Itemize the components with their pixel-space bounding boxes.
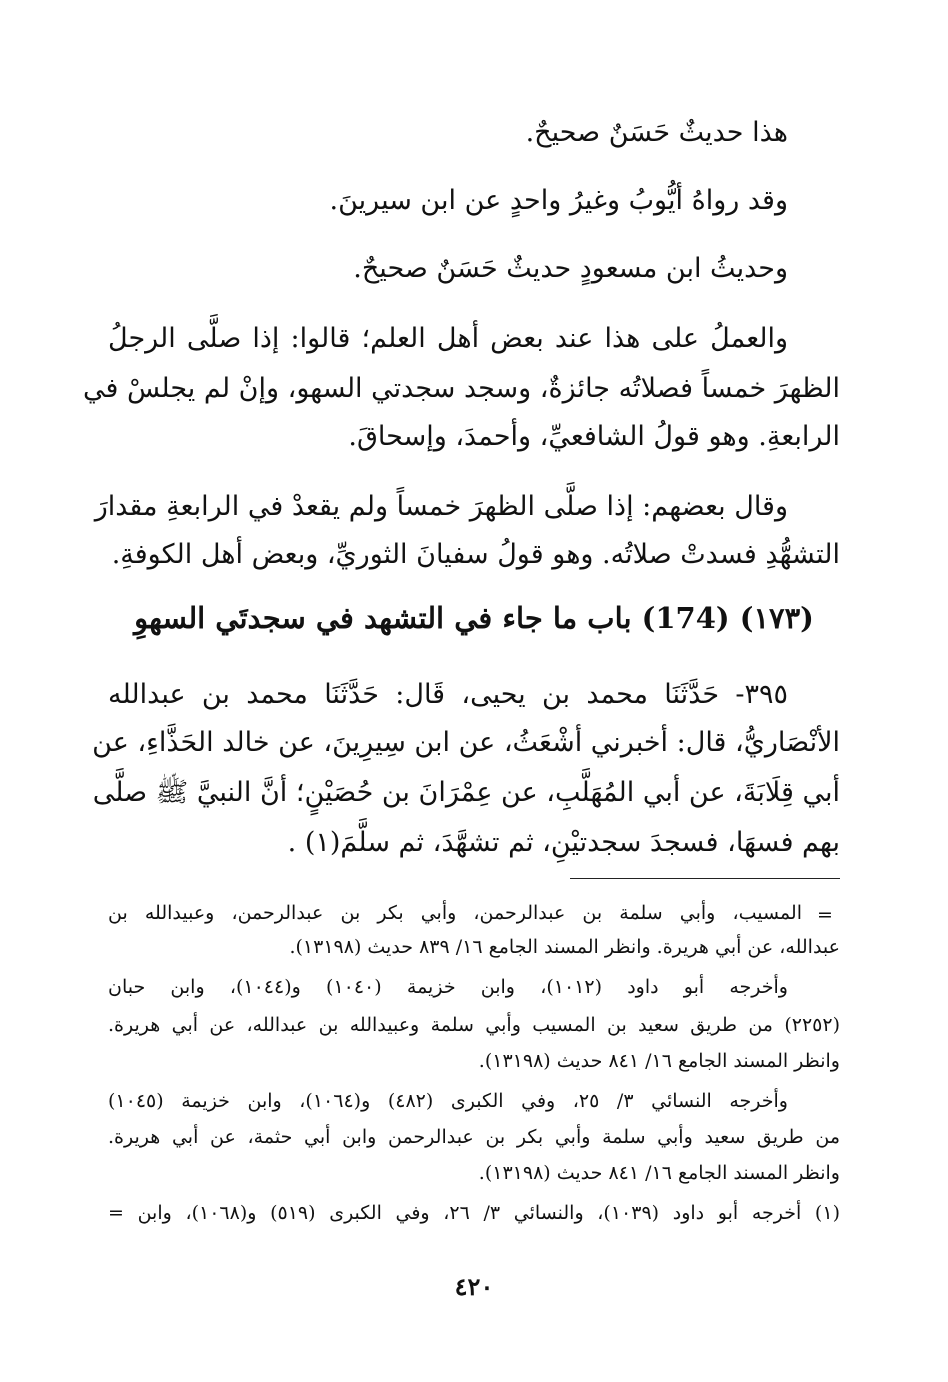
hadith-line: أبي قِلَابَةَ، عن أبي المُهَلَّبِ، عن عِمْرَانَ بن حُصَيْنٍ؛ أنَّ النبيَّ ﷺ صلَّى	[92, 777, 840, 808]
paragraph-line: والعملُ على هذا عند بعض أهل العلم؛ قالوا: إذا صلَّى الرجلُ	[108, 323, 788, 354]
chapter-heading: (١٧٣) (174) باب ما جاء في التشهد في سجدتَي السهوِ	[134, 601, 814, 635]
footnote-line: (٢٢٥٢) من طريق سعيد بن المسيب وأبي سلمة وعبيدالله بن عبدالله، عن أبي هريرة.	[108, 1014, 840, 1036]
paragraph-line: التشهُّدِ فسدتْ صلاتُه. وهو قولُ سفيانَ الثوريِّ، وبعض أهل الكوفةِ.	[111, 539, 840, 570]
footnote-divider	[570, 878, 840, 879]
paragraph-line: هذا حديثٌ حَسَنٌ صحيحٌ.	[525, 117, 788, 148]
continuation-mark: =	[817, 904, 833, 926]
footnote-line: عبدالله، عن أبي هريرة. وانظر المسند الجامع ١٦/ ٨٣٩ حديث (١٣١٩٨).	[289, 936, 840, 958]
paragraph-line: الرابعةِ. وهو قولُ الشافعيِّ، وأحمدَ، وإسحاقَ.	[348, 421, 840, 452]
footnote-line: وأخرجه النسائي ٣/ ٢٥، وفي الكبرى (٤٨٢) و(١٠٦٤)، وابن خزيمة (١٠٤٥)	[108, 1090, 788, 1112]
paragraph-line: الظهرَ خمساً فصلاتُه جائزةٌ، وسجد سجدتي السهو، وإنْ لم يجلسْ في	[83, 373, 840, 404]
paragraph-line: وقال بعضهم: إذا صلَّى الظهرَ خمساً ولم يقعدْ في الرابعةِ مقدارَ	[94, 491, 788, 522]
footnote-line: وانظر المسند الجامع ١٦/ ٨٤١ حديث (١٣١٩٨).	[478, 1162, 840, 1184]
paragraph-line: وقد رواهُ أيُّوبُ وغيرُ واحدٍ عن ابن سيرينَ.	[329, 185, 788, 216]
footnote-line: من طريق سعيد وأبي سلمة وأبي بكر بن عبدالرحمن وابن أبي حثمة، عن أبي هريرة.	[108, 1126, 840, 1148]
footnote-line: وانظر المسند الجامع ١٦/ ٨٤١ حديث (١٣١٩٨).	[478, 1050, 840, 1072]
hadith-line: ٣٩٥- حَدَّثَنَا محمد بن يحيى، قَال: حَدَّثَنَا محمد بن عبدالله	[108, 679, 788, 710]
paragraph-line: وحديثُ ابن مسعودٍ حديثٌ حَسَنٌ صحيحٌ.	[353, 253, 788, 284]
footnote-line: وأخرجه أبو داود (١٠١٢)، وابن خزيمة (١٠٤٠) و(١٠٤٤)، وابن حبان	[108, 976, 788, 998]
page-number: ٤٢٠	[454, 1272, 494, 1301]
hadith-line: الأنْصَاريُّ، قال: أخبرني أشْعَثُ، عن ابن سِيرِينَ، عن خالد الحَذَّاءِ، عن	[92, 727, 840, 758]
footnote-line: المسيب، وأبي سلمة بن عبدالرحمن، وأبي بكر بن عبدالرحمن، وعبيدالله بن	[108, 902, 802, 924]
hadith-line: بهم فسهَا، فسجدَ سجدتيْنِ، ثم تشهَّدَ، ثم سلَّمَ(١) .	[287, 827, 840, 858]
footnote-line: (١) أخرجه أبو داود (١٠٣٩)، والنسائي ٣/ ٢٦، وفي الكبرى (٥١٩) و(١٠٦٨)، وابن =	[108, 1202, 840, 1224]
